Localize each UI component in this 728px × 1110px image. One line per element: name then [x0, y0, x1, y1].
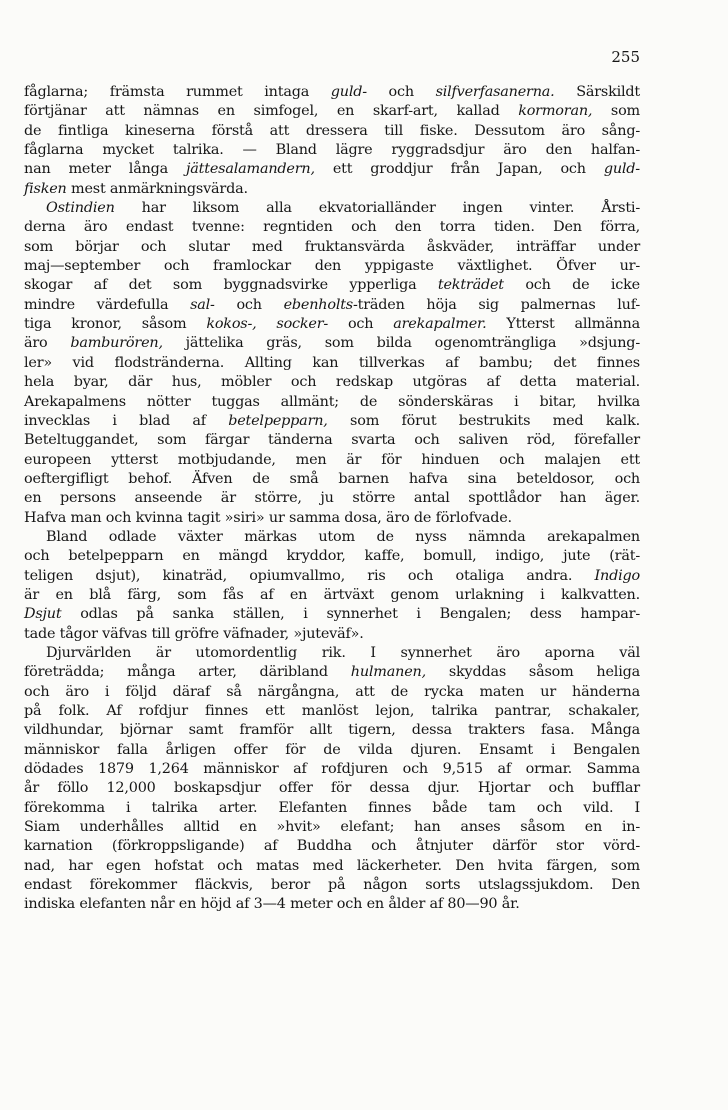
text-span: ett groddjur från Japan, och	[314, 161, 604, 178]
text-span: invecklas i blad af	[24, 412, 229, 429]
page-number: 255	[611, 48, 640, 66]
text-span: derna äro endast tvenne: regntiden och den torra tiden. Den förra,	[24, 219, 640, 236]
text-span: äro	[24, 335, 71, 352]
text-line	[24, 199, 640, 218]
text-span: oeftergifligt behof. Äfven de små barnen hafva sina beteldosor, och	[24, 470, 640, 487]
text-line	[24, 547, 640, 566]
text-span: som	[592, 103, 640, 120]
text-line	[24, 451, 640, 470]
text-span: som förut bestrukits med kalk.	[327, 412, 640, 429]
text-line	[24, 567, 640, 586]
italic-term: arekapalmer.	[393, 316, 487, 333]
text-line	[24, 354, 640, 373]
text-span: mindre värdefulla	[24, 296, 191, 313]
text-span: de fintliga kineserna förstå att dressera till fiske. Dessutom äro sång-	[24, 122, 640, 139]
text-line	[24, 257, 640, 276]
italic-term: hulmanen,	[350, 664, 426, 681]
text-span: en persons anseende är större, ju större antal spottlådor han äger.	[24, 490, 640, 507]
text-span: är en blå färg, som fås af en ärtväxt genom urlakning i kalkvatten.	[24, 586, 640, 603]
text-span: vildhundar, björnar samt framför allt tigern, dessa trakters fasa. Många	[24, 722, 640, 739]
text-line	[24, 625, 640, 644]
text-span: som börjar och slutar med fruktansvärda åskväder, inträffar under	[24, 238, 640, 255]
text-span: förekomma i talrika arter. Elefanten finnes både tam och vild. I	[24, 799, 640, 816]
text-line	[24, 431, 640, 450]
italic-term: silfverfasanerna.	[435, 84, 555, 100]
text-span: har liksom alla ekvatorialländer ingen vinter. Årsti-	[114, 200, 640, 217]
text-line	[24, 102, 640, 121]
text-line	[24, 509, 640, 528]
text-span: och	[214, 296, 284, 313]
text-line	[24, 837, 640, 856]
text-span: maj—september och framlockar den yppigaste växtlighet. Öfver ur-	[24, 258, 640, 275]
text-line	[24, 876, 640, 895]
text-line	[24, 180, 640, 199]
text-line	[24, 895, 640, 914]
text-span: människor falla årligen offer för de vilda djuren. Ensamt i Bengalen	[24, 741, 640, 758]
text-span: och	[328, 316, 394, 333]
italic-term: sal-	[190, 296, 215, 313]
italic-term: betelpepparn,	[228, 412, 328, 429]
italic-term: Dsjut	[24, 606, 62, 623]
italic-term: guld-	[330, 84, 367, 100]
italic-term: Indigo	[594, 567, 640, 584]
text-line	[24, 141, 640, 160]
text-span: nad, har egen hofstat och matas med läckerheter. Den hvita färgen, som	[24, 857, 640, 874]
text-line	[24, 218, 640, 237]
text-span: Arekapalmens nötter tuggas allmänt; de sönderskäras i bitar, hvilka	[24, 393, 640, 410]
text-span: och betelpepparn en mängd kryddor, kaffe, bomull, indigo, jute (rät-	[24, 548, 640, 565]
body-text	[24, 83, 640, 915]
text-line	[24, 605, 640, 624]
text-line	[24, 644, 640, 663]
italic-term: guld-	[603, 161, 640, 178]
text-line	[24, 528, 640, 547]
text-line	[24, 799, 640, 818]
text-span: jättelika gräs, som bilda ogenomträngliga »dsjung-	[162, 335, 640, 352]
italic-term: fisken	[24, 180, 67, 197]
text-line	[24, 470, 640, 489]
italic-term: kormoran,	[518, 103, 593, 120]
italic-term: Ostindien	[46, 200, 115, 217]
text-line	[24, 122, 640, 141]
text-span: Särskildt	[554, 84, 641, 100]
text-span: förtjänar att nämnas en simfogel, en skarf-art, kallad	[24, 103, 519, 120]
italic-term: kokos-,	[206, 316, 257, 333]
text-span: Siam underhålles alltid en »hvit» elefant; han anses såsom en in-	[24, 819, 640, 836]
italic-term: ebenholts-	[283, 296, 358, 313]
text-span: träden höja sig palmernas luf-	[357, 296, 640, 313]
text-line	[24, 315, 640, 334]
text-line	[24, 334, 640, 353]
text-span: år föllo 12,000 boskapsdjur offer för dessa djur. Hjortar och bufflar	[24, 780, 640, 797]
text-span: europeen ytterst motbjudande, men är för hinduen och malajen ett	[24, 451, 640, 468]
text-line	[24, 760, 640, 779]
text-span: endast förekommer fläckvis, beror på någon sorts utslagssjukdom. Den	[24, 877, 640, 894]
text-span: tiga kronor, såsom	[24, 316, 207, 333]
text-line	[24, 489, 640, 508]
text-span: fåglarna; främsta rummet intaga	[24, 84, 331, 100]
italic-term: bamburören,	[70, 335, 163, 352]
text-span: på folk. Af rofdjur finnes ett manlöst lejon, talrika pantrar, schakaler,	[24, 703, 640, 719]
text-span: företrädda; många arter, däribland	[24, 664, 351, 681]
text-span: dödades 1879 1,264 människor af rofdjuren och 9,515 af ormar. Samma	[24, 761, 640, 778]
text-span: skyddas såsom heliga	[425, 664, 640, 681]
text-span	[257, 316, 277, 332]
text-span: Djurvärlden är utomordentlig rik. I synnerhet äro aporna väl	[46, 644, 640, 661]
text-span: hela byar, där hus, möbler och redskap utgöras af detta material.	[24, 374, 640, 391]
text-span: teligen dsjut), kinaträd, opiumvallmo, ris och otaliga andra.	[24, 567, 595, 584]
text-line	[24, 276, 640, 295]
text-line	[24, 779, 640, 798]
text-line	[24, 702, 640, 721]
text-line	[24, 83, 640, 102]
text-line	[24, 721, 640, 740]
text-line	[24, 586, 640, 605]
italic-term: socker-	[276, 316, 329, 333]
text-line	[24, 393, 640, 412]
text-span: ler» vid flodstränderna. Allting kan tillverkas af bambu; det finnes	[24, 354, 640, 371]
text-span: Hafva man och kvinna tagit »siri» ur samma dosa, äro de förlofvade.	[24, 509, 512, 526]
text-line	[24, 373, 640, 392]
text-span: mest anmärkningsvärda.	[66, 180, 248, 197]
text-span: Beteltuggandet, som färgar tänderna svarta och saliven röd, förefaller	[24, 432, 640, 449]
text-line	[24, 818, 640, 837]
text-span: och äro i följd däraf så närgångna, att de rycka maten ur händerna	[24, 683, 640, 700]
text-span: skogar af det som byggnadsvirke ypperliga	[24, 277, 438, 294]
text-span: nan meter långa	[24, 161, 187, 178]
text-span: fåglarna mycket talrika. — Bland lägre ryggradsdjur äro den halfan-	[24, 142, 640, 159]
text-line	[24, 160, 640, 179]
text-line	[24, 238, 640, 257]
text-line	[24, 296, 640, 315]
text-line	[24, 741, 640, 760]
text-span: och	[366, 84, 436, 100]
text-span: indiska elefanten når en höjd af 3—4 meter och en ålder af 80—90 år.	[24, 896, 520, 913]
text-span: karnation (förkroppsligande) af Buddha och åtnjuter därför stor vörd-	[24, 838, 640, 855]
text-span: Ytterst allmänna	[486, 316, 641, 333]
italic-term: tekträdet	[437, 277, 504, 294]
text-span: tade tågor väfvas till gröfre väfnader, »juteväf».	[24, 625, 364, 642]
text-line	[24, 683, 640, 702]
text-line	[24, 663, 640, 682]
text-line	[24, 857, 640, 876]
italic-term: jättesalamandern,	[186, 161, 315, 178]
text-span: Bland odlade växter märkas utom de nyss nämnda arekapalmen	[46, 528, 640, 545]
text-span: och de icke	[503, 277, 640, 294]
text-span: odlas på sanka ställen, i synnerhet i Bengalen; dess hampar-	[61, 606, 640, 623]
text-line	[24, 412, 640, 431]
